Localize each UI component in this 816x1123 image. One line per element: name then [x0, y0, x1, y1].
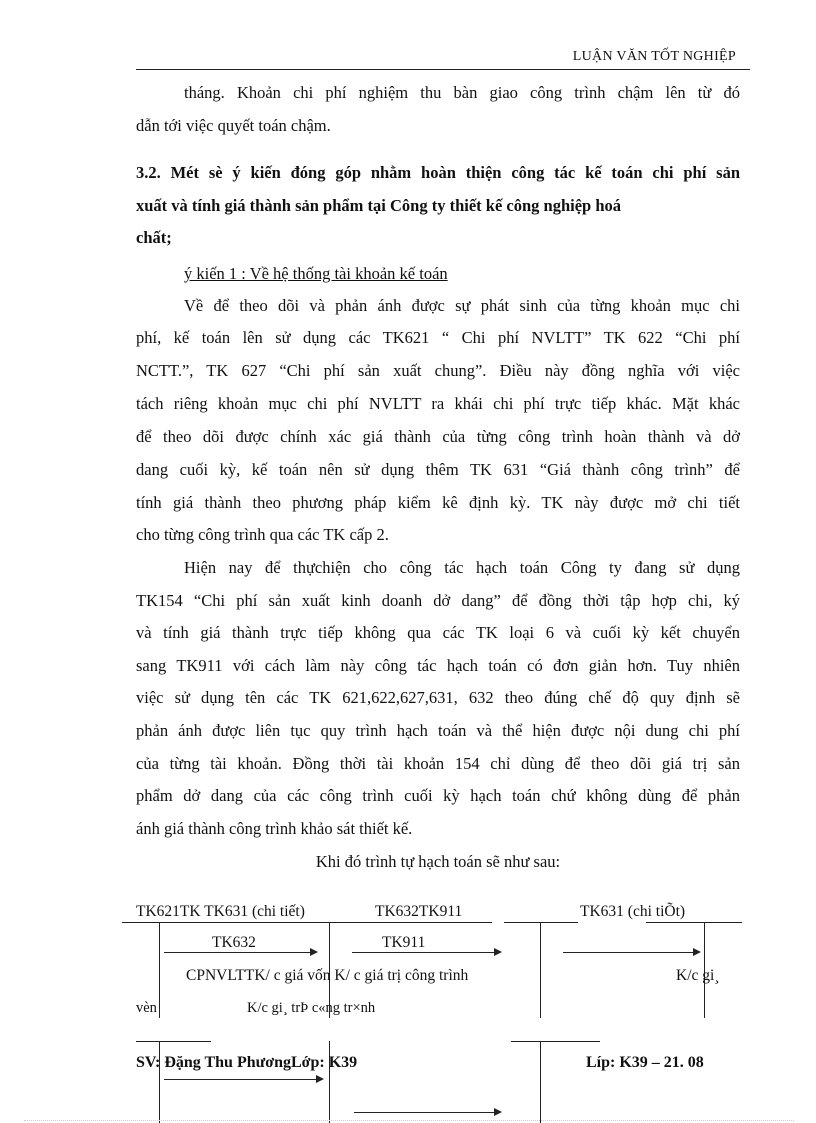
p1-line-1: Về để theo dõi và phản ánh được sự phát sinh của từng khoản mục chi — [184, 296, 740, 315]
diagram-row2-mid: K/c gi¸ trÞ c«ng tr×nh — [247, 1000, 376, 1016]
p1-line-5: để theo dõi được chính xác giá thành của từng công trình hoàn thành và dở — [136, 427, 740, 446]
arrow-lower-mid — [354, 1112, 500, 1113]
footer-class: Líp: K39 – 21. 08 — [586, 1054, 704, 1071]
p2-line-3: và tính giá thành trực tiếp không qua các TK loại 6 và cuối kỳ kết chuyển — [136, 623, 740, 642]
t-account-stem-lower-3 — [540, 1041, 541, 1123]
t-account-top-mid — [344, 922, 492, 923]
p1-line-6: dang cuối kỳ, kế toán nên sử dụng thêm TK 631 “Giá thành công trình” để — [136, 460, 740, 479]
arrow-tk632-to-tk911 — [352, 952, 500, 953]
section-heading-line-2: xuất và tính giá thành sản phẩm tại Công ty thiết kế công nghiệp hoá — [136, 196, 622, 215]
diagram-label-tk632: TK632 — [212, 934, 256, 951]
diagram-label-tk911: TK911 — [382, 934, 426, 951]
t-account-top-right-b — [646, 922, 742, 923]
header-title: LUẬN VĂN TỐT NGHIỆP — [572, 49, 736, 64]
header-divider — [136, 69, 750, 70]
p1-line-7: tính giá thành theo phương pháp kiểm kê định kỳ. TK này được mở chi tiết — [136, 493, 740, 512]
diagram-row1-right: K/c gi¸ — [676, 967, 720, 984]
section-heading-line-3: chất; — [136, 228, 172, 247]
t-account-stem-3 — [540, 922, 541, 1018]
p1-line-4: tách riêng khoản mục chi phí NVLTT ra khái chi phí trực tiếp khác. Mặt khác — [136, 394, 740, 413]
section-heading-line-1: 3.2. Mét sè ý kiến đóng góp nhằm hoàn thiện công tác kế toán chi phí sản — [136, 163, 740, 182]
t-account-lower-left — [136, 1041, 211, 1042]
t-account-top-right-a — [504, 922, 578, 923]
p2-line-4: sang TK911 với cách làm này công tác hạch toán có đơn giản hơn. Tuy nhiên — [136, 656, 740, 675]
opinion-title — [136, 264, 740, 284]
arrow-lower-left — [164, 1079, 322, 1080]
intro-line-1: tháng. Khoản chi phí nghiệm thu bàn giao công trình chậm lên từ đó — [184, 83, 740, 102]
arrow-to-tk631-detail — [563, 952, 699, 953]
t-account-stem-lower-1 — [159, 1041, 160, 1123]
diagram-row2-left: vèn — [136, 1000, 157, 1016]
diagram-row1-text: CPNVLTTK/ c giá vốn K/ c giá trị công trình — [186, 967, 469, 984]
p1-line-3: NCTT.”, TK 627 “Chi phí sản xuất chung”. Điều này đồng nghĩa với việc — [136, 361, 740, 380]
p2-line-2: TK154 “Chi phí sản xuất kinh doanh dở dang” để đồng thời tập hợp chi, ký — [136, 591, 740, 610]
diagram-label-tk631-detail: TK631 (chi tiÕt) — [580, 903, 686, 920]
diagram-label-tk632-tk911: TK632TK911 — [375, 903, 463, 920]
t-account-stem-lower-2 — [329, 1041, 330, 1123]
page-bottom-edge — [24, 1120, 794, 1121]
p2-line-5: việc sử dụng tên các TK 621,622,627,631, 632 theo đúng chế độ quy định sẽ — [136, 688, 740, 707]
opinion-title-text: ý kiến 1 : Về hệ thống tài khoản kế toán — [184, 264, 448, 283]
p2-line-7: của từng tài khoản. Đồng thời tài khoản 154 chỉ dùng để theo dõi giá trị sản — [136, 754, 740, 773]
p2-line-6: phản ánh được liên tục quy trình hạch toán và thể hiện được nội dung chi phí — [136, 721, 740, 740]
p1-line-2: phí, kế toán lên sử dụng các TK621 “ Chi phí NVLTT” TK 622 “Chi phí — [136, 328, 740, 347]
t-account-lower-right — [511, 1041, 600, 1042]
intro-line-2: dẫn tới việc quyết toán chậm. — [136, 116, 331, 135]
p2-line-1: Hiện nay để thựchiện cho công tác hạch toán Công ty đang sử dụng — [184, 558, 740, 577]
footer-student: SV: Đặng Thu PhươngLớp: K39 — [136, 1054, 358, 1071]
p2-line-9: ánh giá thành công trình khảo sát thiết kế. — [136, 819, 413, 838]
p1-line-8: cho từng công trình qua các TK cấp 2. — [136, 525, 389, 544]
p2-line-8: phẩm dở dang của các công trình cuối kỳ hạch toán chứ không dùng để phản — [136, 786, 740, 805]
t-account-stem-1 — [159, 922, 160, 1018]
diagram-intro: Khi đó trình tự hạch toán sẽ như sau: — [315, 852, 561, 871]
diagram-label-tk621-tk631: TK621TK TK631 (chi tiết) — [136, 903, 305, 920]
arrow-cp-to-tk632 — [164, 952, 316, 953]
